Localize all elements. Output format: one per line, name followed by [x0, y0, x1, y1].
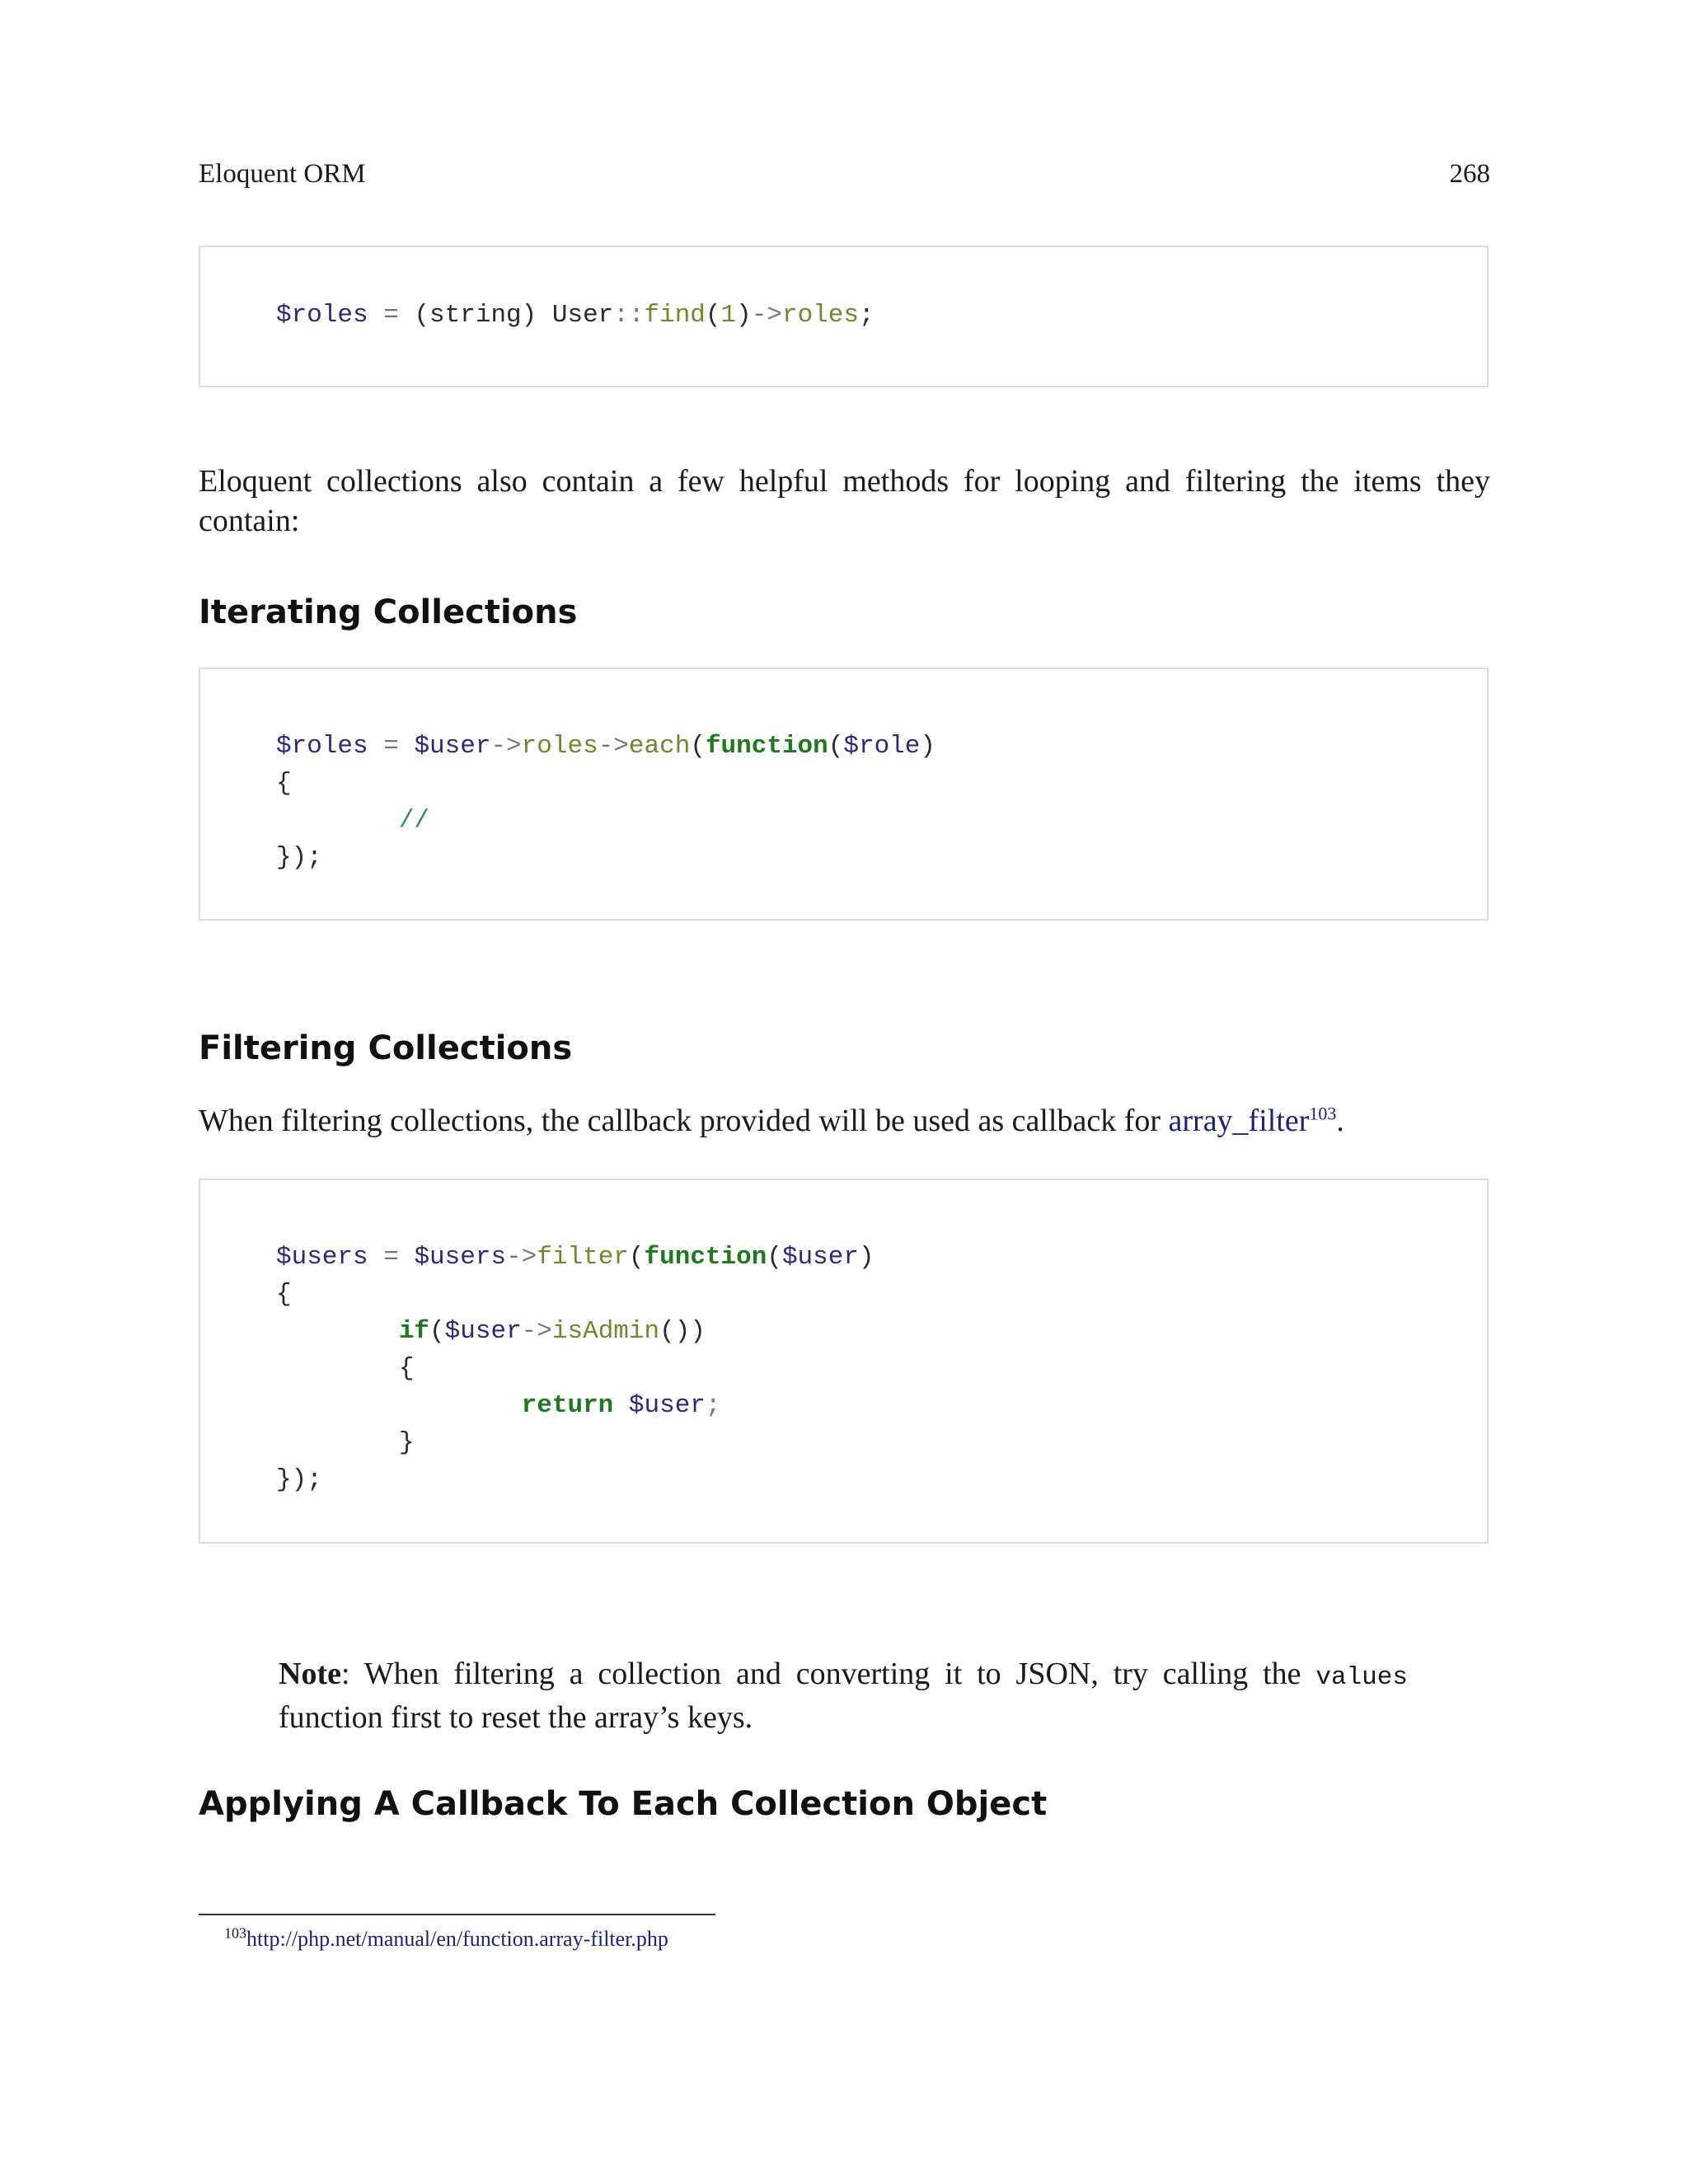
- code-lines: [276, 1239, 874, 1498]
- code-line: [276, 728, 935, 765]
- code-token: [276, 1391, 522, 1420]
- code-token: ->: [521, 1317, 552, 1346]
- footnote-number: 103: [224, 1924, 246, 1942]
- code-line: [276, 1424, 874, 1461]
- filtering-text-end: .: [1336, 1104, 1344, 1138]
- code-token: $user: [444, 1317, 522, 1346]
- code-token: ()): [659, 1317, 706, 1346]
- code-token: [276, 806, 399, 835]
- code-token: $role: [843, 732, 921, 761]
- code-token: ->: [490, 732, 522, 761]
- filtering-text: When filtering collections, the callback provided will be used as callback for: [199, 1104, 1169, 1138]
- code-token: {: [276, 769, 292, 798]
- code-token: function: [705, 732, 828, 761]
- code-token: =: [368, 1243, 415, 1272]
- code-token: =: [368, 301, 415, 330]
- running-header: [199, 159, 1490, 199]
- code-token: //: [398, 806, 430, 835]
- footnote-divider: [199, 1914, 715, 1915]
- code-token: {: [276, 1354, 415, 1383]
- code-token: (: [690, 732, 706, 761]
- code-token: {: [276, 1280, 292, 1309]
- code-token: ): [736, 301, 752, 330]
- code-token: find: [644, 301, 706, 330]
- code-token: $roles: [276, 301, 368, 330]
- code-line: [276, 1461, 874, 1498]
- code-token: });: [276, 1465, 322, 1494]
- code-token: =: [368, 732, 415, 761]
- code-token: 1: [720, 301, 737, 330]
- array-filter-link-text[interactable]: array_filter: [1168, 1104, 1310, 1138]
- intro-paragraph: Eloquent collections also contain a few helpful methods for looping and filtering the items they contain:: [199, 464, 1490, 538]
- code-block-roles-string: [199, 246, 1489, 387]
- chapter-title: Eloquent ORM: [199, 159, 366, 189]
- code-token: });: [276, 843, 322, 872]
- code-token: (: [767, 1243, 782, 1272]
- code-token: filter: [537, 1243, 629, 1272]
- footnote: [224, 1921, 668, 1957]
- code-token: isAdmin: [551, 1317, 660, 1346]
- code-token: roles: [781, 301, 859, 330]
- heading-filtering-collections: Filtering Collections: [199, 1029, 573, 1067]
- code-line: [276, 1313, 874, 1350]
- code-block-each: [199, 668, 1489, 921]
- heading-iterating-collections: Iterating Collections: [199, 593, 578, 631]
- note-inline-code: values: [1315, 1663, 1408, 1692]
- code-token: (: [705, 301, 721, 330]
- code-token: $users: [276, 1243, 368, 1272]
- footnote-ref[interactable]: 103: [1309, 1103, 1337, 1124]
- code-token: (: [429, 1317, 445, 1346]
- code-line: [276, 802, 935, 839]
- code-token: each: [628, 732, 691, 761]
- code-line: [276, 1239, 874, 1276]
- code-token: ): [920, 732, 935, 761]
- code-token: ->: [506, 1243, 537, 1272]
- code-token: }: [276, 1428, 415, 1457]
- code-token: ): [858, 1243, 874, 1272]
- code-token: [613, 1391, 629, 1420]
- code-token: if: [398, 1317, 430, 1346]
- code-token: (: [828, 732, 844, 761]
- code-line: [276, 765, 935, 802]
- code-token: $users: [414, 1243, 507, 1272]
- code-lines: [276, 297, 874, 334]
- code-line: [276, 297, 874, 334]
- code-token: return: [521, 1391, 614, 1420]
- filtering-paragraph: [199, 1101, 1490, 1141]
- footnote-link[interactable]: http://php.net/manual/en/function.array-filter.php: [246, 1927, 668, 1951]
- code-line: [276, 1276, 874, 1313]
- code-lines: [276, 728, 935, 876]
- code-token: $user: [781, 1243, 859, 1272]
- code-token: ->: [598, 732, 629, 761]
- note-label: Note: [279, 1657, 341, 1691]
- code-block-filter: [199, 1179, 1489, 1544]
- code-token: ;: [858, 301, 874, 330]
- array-filter-link[interactable]: [1169, 1104, 1337, 1138]
- code-token: ->: [751, 301, 782, 330]
- page-number: 268: [1449, 159, 1490, 189]
- code-token: $user: [414, 732, 491, 761]
- code-line: [276, 839, 935, 876]
- note-callout: [279, 1654, 1408, 1737]
- heading-applying-callback: Applying A Callback To Each Collection Object: [199, 1785, 1048, 1823]
- code-token: [276, 1317, 399, 1346]
- code-token: (: [628, 1243, 645, 1272]
- code-token: ::: [613, 301, 645, 330]
- code-token: $user: [628, 1391, 706, 1420]
- code-token: (string) User: [414, 301, 614, 330]
- code-token: ;: [705, 1391, 721, 1420]
- code-token: $roles: [276, 732, 368, 761]
- note-text-end: function first to reset the array’s keys.: [279, 1700, 753, 1735]
- code-line: [276, 1350, 874, 1387]
- code-line: [276, 1387, 874, 1424]
- code-token: roles: [521, 732, 598, 761]
- code-token: function: [644, 1243, 767, 1272]
- note-text: : When filtering a collection and converting it to JSON, try calling the: [340, 1657, 1316, 1691]
